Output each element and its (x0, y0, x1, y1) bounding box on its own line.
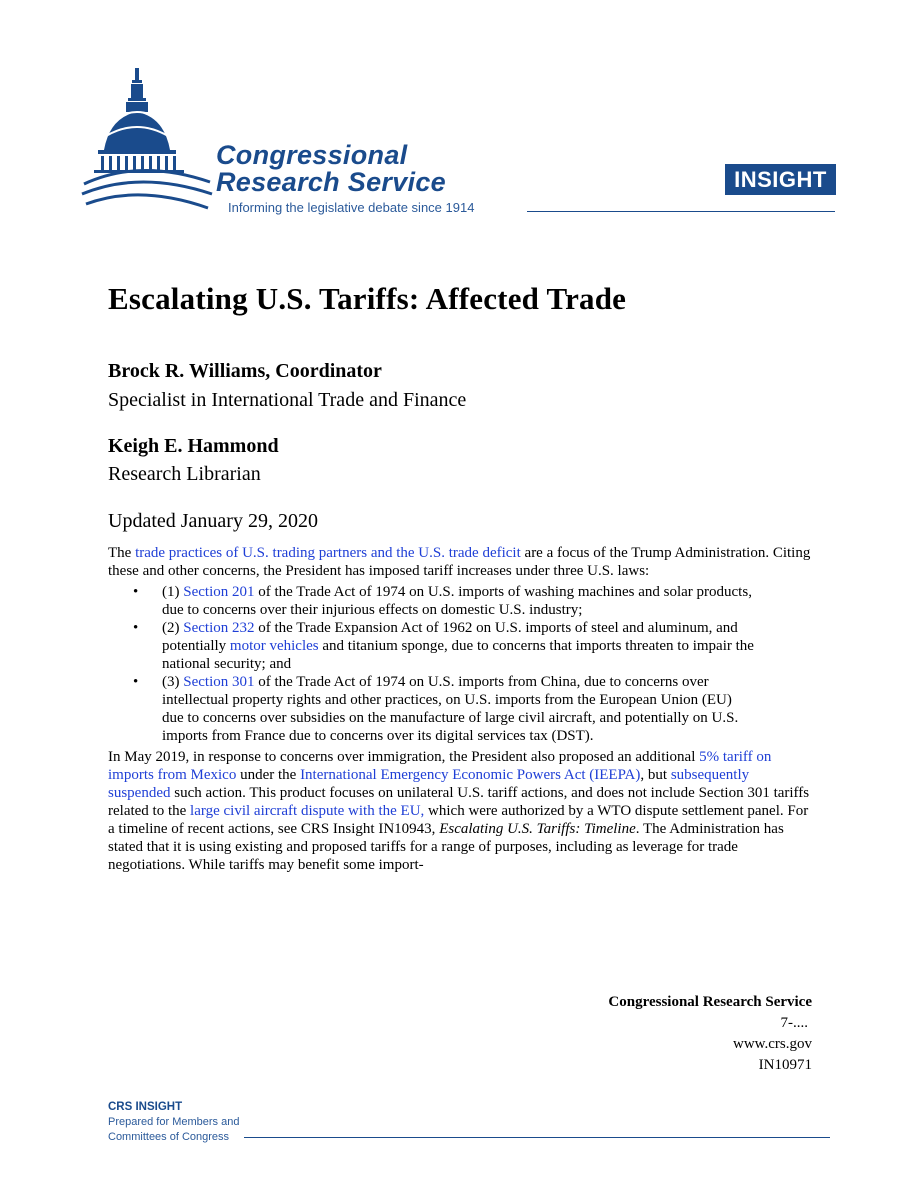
text-run: are a focus of the Trump Administration. Citing these and other concerns, the President has imposed tariff increases under three U.S. laws: (108, 545, 811, 579)
footer-rule (244, 1137, 830, 1138)
logo-line-research-service: Research Service (216, 167, 446, 197)
footer-line: Prepared for Members and (108, 1116, 240, 1128)
list-item (108, 583, 757, 619)
bullet-icon: • (133, 674, 139, 690)
insight-badge: INSIGHT (725, 164, 836, 195)
footer-label: CRS INSIGHT (108, 1101, 183, 1113)
author-role: Research Librarian (108, 463, 261, 485)
text-run: and titanium sponge, due to concerns that imports threaten to impair the national security; and (162, 638, 754, 672)
footer-line: Committees of Congress (108, 1131, 230, 1143)
author-name: Keigh E. Hammond (108, 435, 279, 457)
crs-insight-footer (108, 1100, 239, 1145)
footer-citation (608, 992, 812, 1076)
text-run: . The Administration has stated that it is using existing and proposed tariffs for a range of purposes, including as leverage for trade negotiations. While tariffs may benefit some import- (108, 821, 784, 873)
text-run: The (108, 545, 136, 561)
text-run: (2) (162, 620, 184, 636)
logo-line-congressional: Congressional (216, 140, 408, 170)
link-trade-practices[interactable]: trade practices of U.S. trading partners and the U.S. trade deficit (135, 545, 521, 561)
text-run: (1) (162, 584, 184, 600)
footer-code: 7-.... (780, 1015, 808, 1031)
page-title: Escalating U.S. Tariffs: Affected Trade (108, 281, 627, 316)
crs-header (80, 62, 840, 222)
text-run: (3) (162, 674, 184, 690)
footer-url: www.crs.gov (732, 1036, 812, 1052)
link-section-232[interactable]: Section 232 (183, 620, 255, 636)
link-section-201[interactable]: Section 201 (183, 584, 255, 600)
header-rule (527, 211, 835, 212)
link-mexico-tariff[interactable]: 5% tariff on imports from Mexico (108, 749, 772, 783)
link-subsequently-suspended[interactable]: subsequently suspended (108, 767, 750, 801)
logo-tagline: Informing the legislative debate since 1914 (228, 200, 475, 215)
author-name: Brock R. Williams, Coordinator (108, 360, 382, 382)
link-section-301[interactable]: Section 301 (183, 674, 255, 690)
footer-report-id: IN10971 (758, 1057, 812, 1073)
footer-org: Congressional Research Service (608, 994, 812, 1010)
capitol-dome-logo-icon (80, 62, 220, 222)
list-item (108, 673, 757, 745)
text-run: under the (236, 767, 301, 783)
author-role: Specialist in International Trade and Finance (108, 389, 467, 411)
text-run: , but (640, 767, 671, 783)
publication-date: Updated January 29, 2020 (108, 510, 318, 532)
bullet-icon: • (133, 620, 139, 636)
link-aircraft-dispute[interactable]: large civil aircraft dispute with the EU, (190, 803, 425, 819)
text-run: of the Trade Act of 1974 on U.S. imports from China, due to concerns over intellectual property rights and other practices, on U.S. imports from the European Union (EU) due to concerns over subsidies on the manufacture of large civil aircraft, and potentially on U.S. imports from France due to concerns over its digital services tax (DST). (162, 674, 739, 744)
link-motor-vehicles[interactable]: motor vehicles (229, 638, 319, 654)
text-run: of the Trade Act of 1974 on U.S. imports of washing machines and solar products, due to concerns over their injurious effects on domestic U.S. industry; (162, 584, 752, 618)
text-run: In May 2019, in response to concerns over immigration, the President also proposed an additional (108, 749, 700, 765)
paragraph-2 (108, 748, 813, 874)
text-run: which were authorized by a WTO dispute settlement panel. For a timeline of recent actions, see CRS Insight IN10943, (108, 803, 809, 837)
list-item (108, 619, 757, 673)
text-run: such action. This product focuses on unilateral U.S. tariff actions, and does not include Section 301 tariffs related to the (108, 785, 810, 819)
bullet-icon: • (133, 584, 139, 600)
italic-title: Escalating U.S. Tariffs: Timeline (439, 821, 636, 837)
laws-list (108, 583, 813, 745)
body-text (108, 544, 813, 874)
link-ieepa[interactable]: International Emergency Economic Powers Act (IEEPA) (300, 767, 641, 783)
intro-paragraph (108, 544, 813, 580)
text-run: of the Trade Expansion Act of 1962 on U.S. imports of steel and aluminum, and potentially (162, 620, 738, 654)
